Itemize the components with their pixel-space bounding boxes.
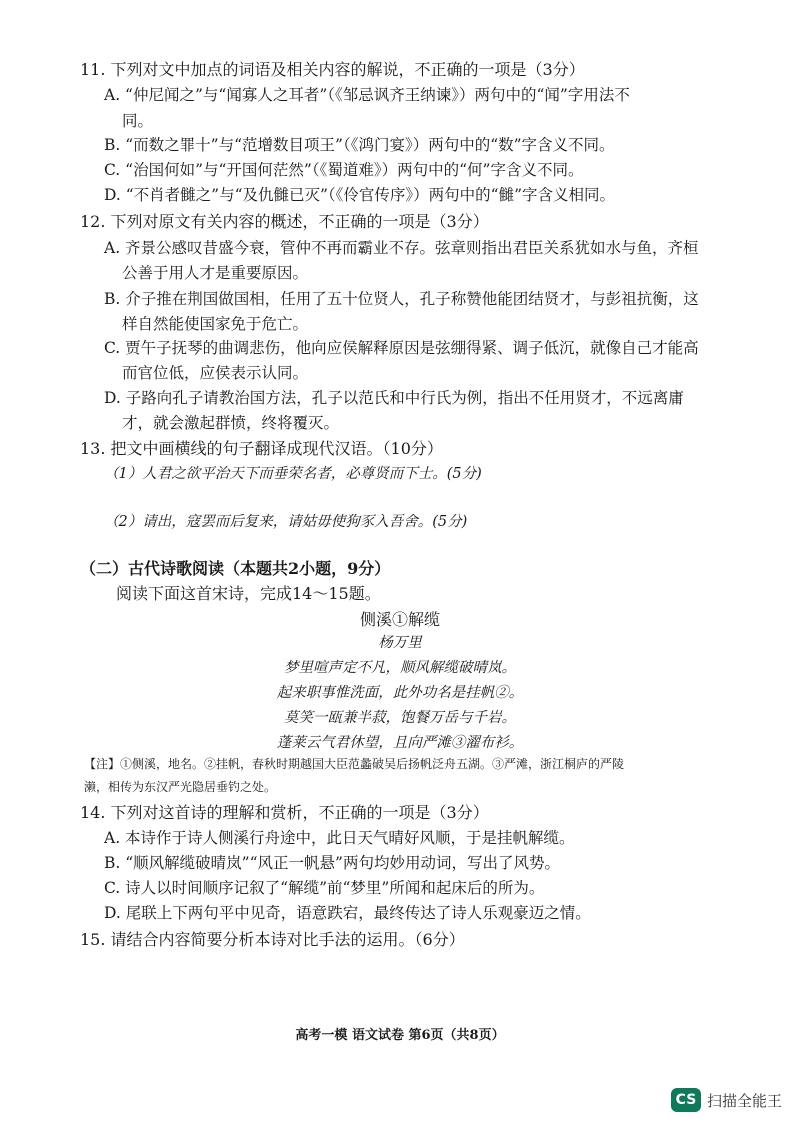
page-footer: 高考一模 语文试卷 第6页（共8页） bbox=[295, 1028, 505, 1043]
q12-option-a-line1: A. 齐景公感叹昔盛今衰，管仲不再而霸业不存。弦章则指出君臣关系犹如水与鱼，齐桓 bbox=[104, 239, 699, 257]
poem-line-3: 莫笑一瓯兼半菽，饱餐万岳与千岩。 bbox=[284, 710, 516, 726]
section-intro: 阅读下面这首宋诗，完成14～15题。 bbox=[116, 584, 381, 603]
poem-line-1: 梦里喧声定不凡，顺风解缆破晴岚。 bbox=[284, 660, 516, 676]
q11-option-a-line1: A. “仲尼闻之”与“闻寡人之耳者”（《邹忌讽齐王纳谏》）两句中的“闻”字用法不 bbox=[104, 86, 630, 104]
q14-stem: 14. 下列对这首诗的理解和赏析，不正确的一项是（3分） bbox=[80, 803, 489, 822]
q11-option-b: B. “而数之罪十”与“范增数目项王”（《鸿门宴》）两句中的“数”字含义不同。 bbox=[104, 136, 615, 154]
q12-option-b-line1: B. 介子推在荆国做国相，任用了五十位贤人，孔子称赞他能团结贤才，与彭祖抗衡，这 bbox=[104, 290, 699, 308]
q13-sentence-2: （2）请出，寇罢而后复来，请姑毋使狗豕入吾舍。(5分) bbox=[104, 514, 468, 530]
poem-line-4: 蓬莱云气君休望，且向严滩③濯布衫。 bbox=[276, 735, 524, 751]
camscanner-logo-icon: CS bbox=[671, 1088, 701, 1112]
q15-stem: 15. 请结合内容简要分析本诗对比手法的运用。（6分） bbox=[80, 930, 465, 949]
section-heading: （二）古代诗歌阅读（本题共2小题，9分） bbox=[80, 559, 391, 578]
q12-option-a-line2: 公善于用人才是重要原因。 bbox=[122, 264, 309, 282]
poem-note-line2: 濑，相传为东汉严光隐居垂钓之处。 bbox=[84, 780, 277, 794]
poem-author: 杨万里 bbox=[378, 635, 422, 651]
q14-option-c: C. 诗人以时间顺序记叙了“解缆”前“梦里”所闻和起床后的所为。 bbox=[104, 879, 545, 897]
q11-option-a-line2: 同。 bbox=[122, 112, 154, 130]
q14-option-d: D. 尾联上下两句平中见奇，语意跌宕，最终传达了诗人乐观豪迈之情。 bbox=[104, 904, 591, 922]
poem-note-line1: 【注】①侧溪，地名。②挂帆，春秋时期越国大臣范蠡破吴后扬帆泛舟五湖。③严滩，浙江桐庐的严陵 bbox=[84, 757, 625, 771]
q11-option-d: D. “不肖者雠之”与“及仇雠已灭”（《伶官传序》）两句中的“雠”字含义相同。 bbox=[104, 186, 616, 204]
q12-option-d-line2: 才，就会激起群愤，终将覆灭。 bbox=[122, 414, 340, 432]
q13-sentence-1: （1）人君之欲平治天下而垂荣名者，必尊贤而下士。(5分) bbox=[104, 466, 482, 482]
q12-option-c-line1: C. 贾午子抚琴的曲调悲伤，他向应侯解释原因是弦绷得紧、调子低沉，就像自己才能高 bbox=[104, 339, 699, 357]
q12-stem: 12. 下列对原文有关内容的概述，不正确的一项是（3分） bbox=[80, 212, 489, 231]
q14-option-a: A. 本诗作于诗人侧溪行舟途中，此日天气晴好风顺，于是挂帆解缆。 bbox=[104, 829, 575, 847]
q12-option-b-line2: 样自然能使国家免于危亡。 bbox=[122, 315, 309, 333]
q14-option-b: B. “顺风解缆破晴岚”“风正一帆悬”两句均妙用动词，写出了风势。 bbox=[104, 854, 560, 872]
q13-stem: 13. 把文中画横线的句子翻译成现代汉语。（10分） bbox=[80, 439, 443, 458]
watermark-text: 扫描全能王 bbox=[706, 1091, 782, 1110]
q11-option-c: C. “治国何如”与“开国何茫然”（《蜀道难》）两句中的“何”字含义不同。 bbox=[104, 161, 584, 179]
scanner-watermark bbox=[671, 1088, 782, 1112]
q12-option-d-line1: D. 子路向孔子请教治国方法，孔子以范氏和中行氏为例，指出不任用贤才，不远离庸 bbox=[104, 389, 684, 407]
q12-option-c-line2: 而官位低，应侯表示认同。 bbox=[122, 364, 309, 382]
q11-stem: 11. 下列对文中加点的词语及相关内容的解说，不正确的一项是（3分） bbox=[80, 60, 585, 79]
poem-title: 侧溪①解缆 bbox=[359, 610, 440, 629]
poem-line-2: 起来职事惟洗面，此外功名是挂帆②。 bbox=[276, 685, 524, 701]
